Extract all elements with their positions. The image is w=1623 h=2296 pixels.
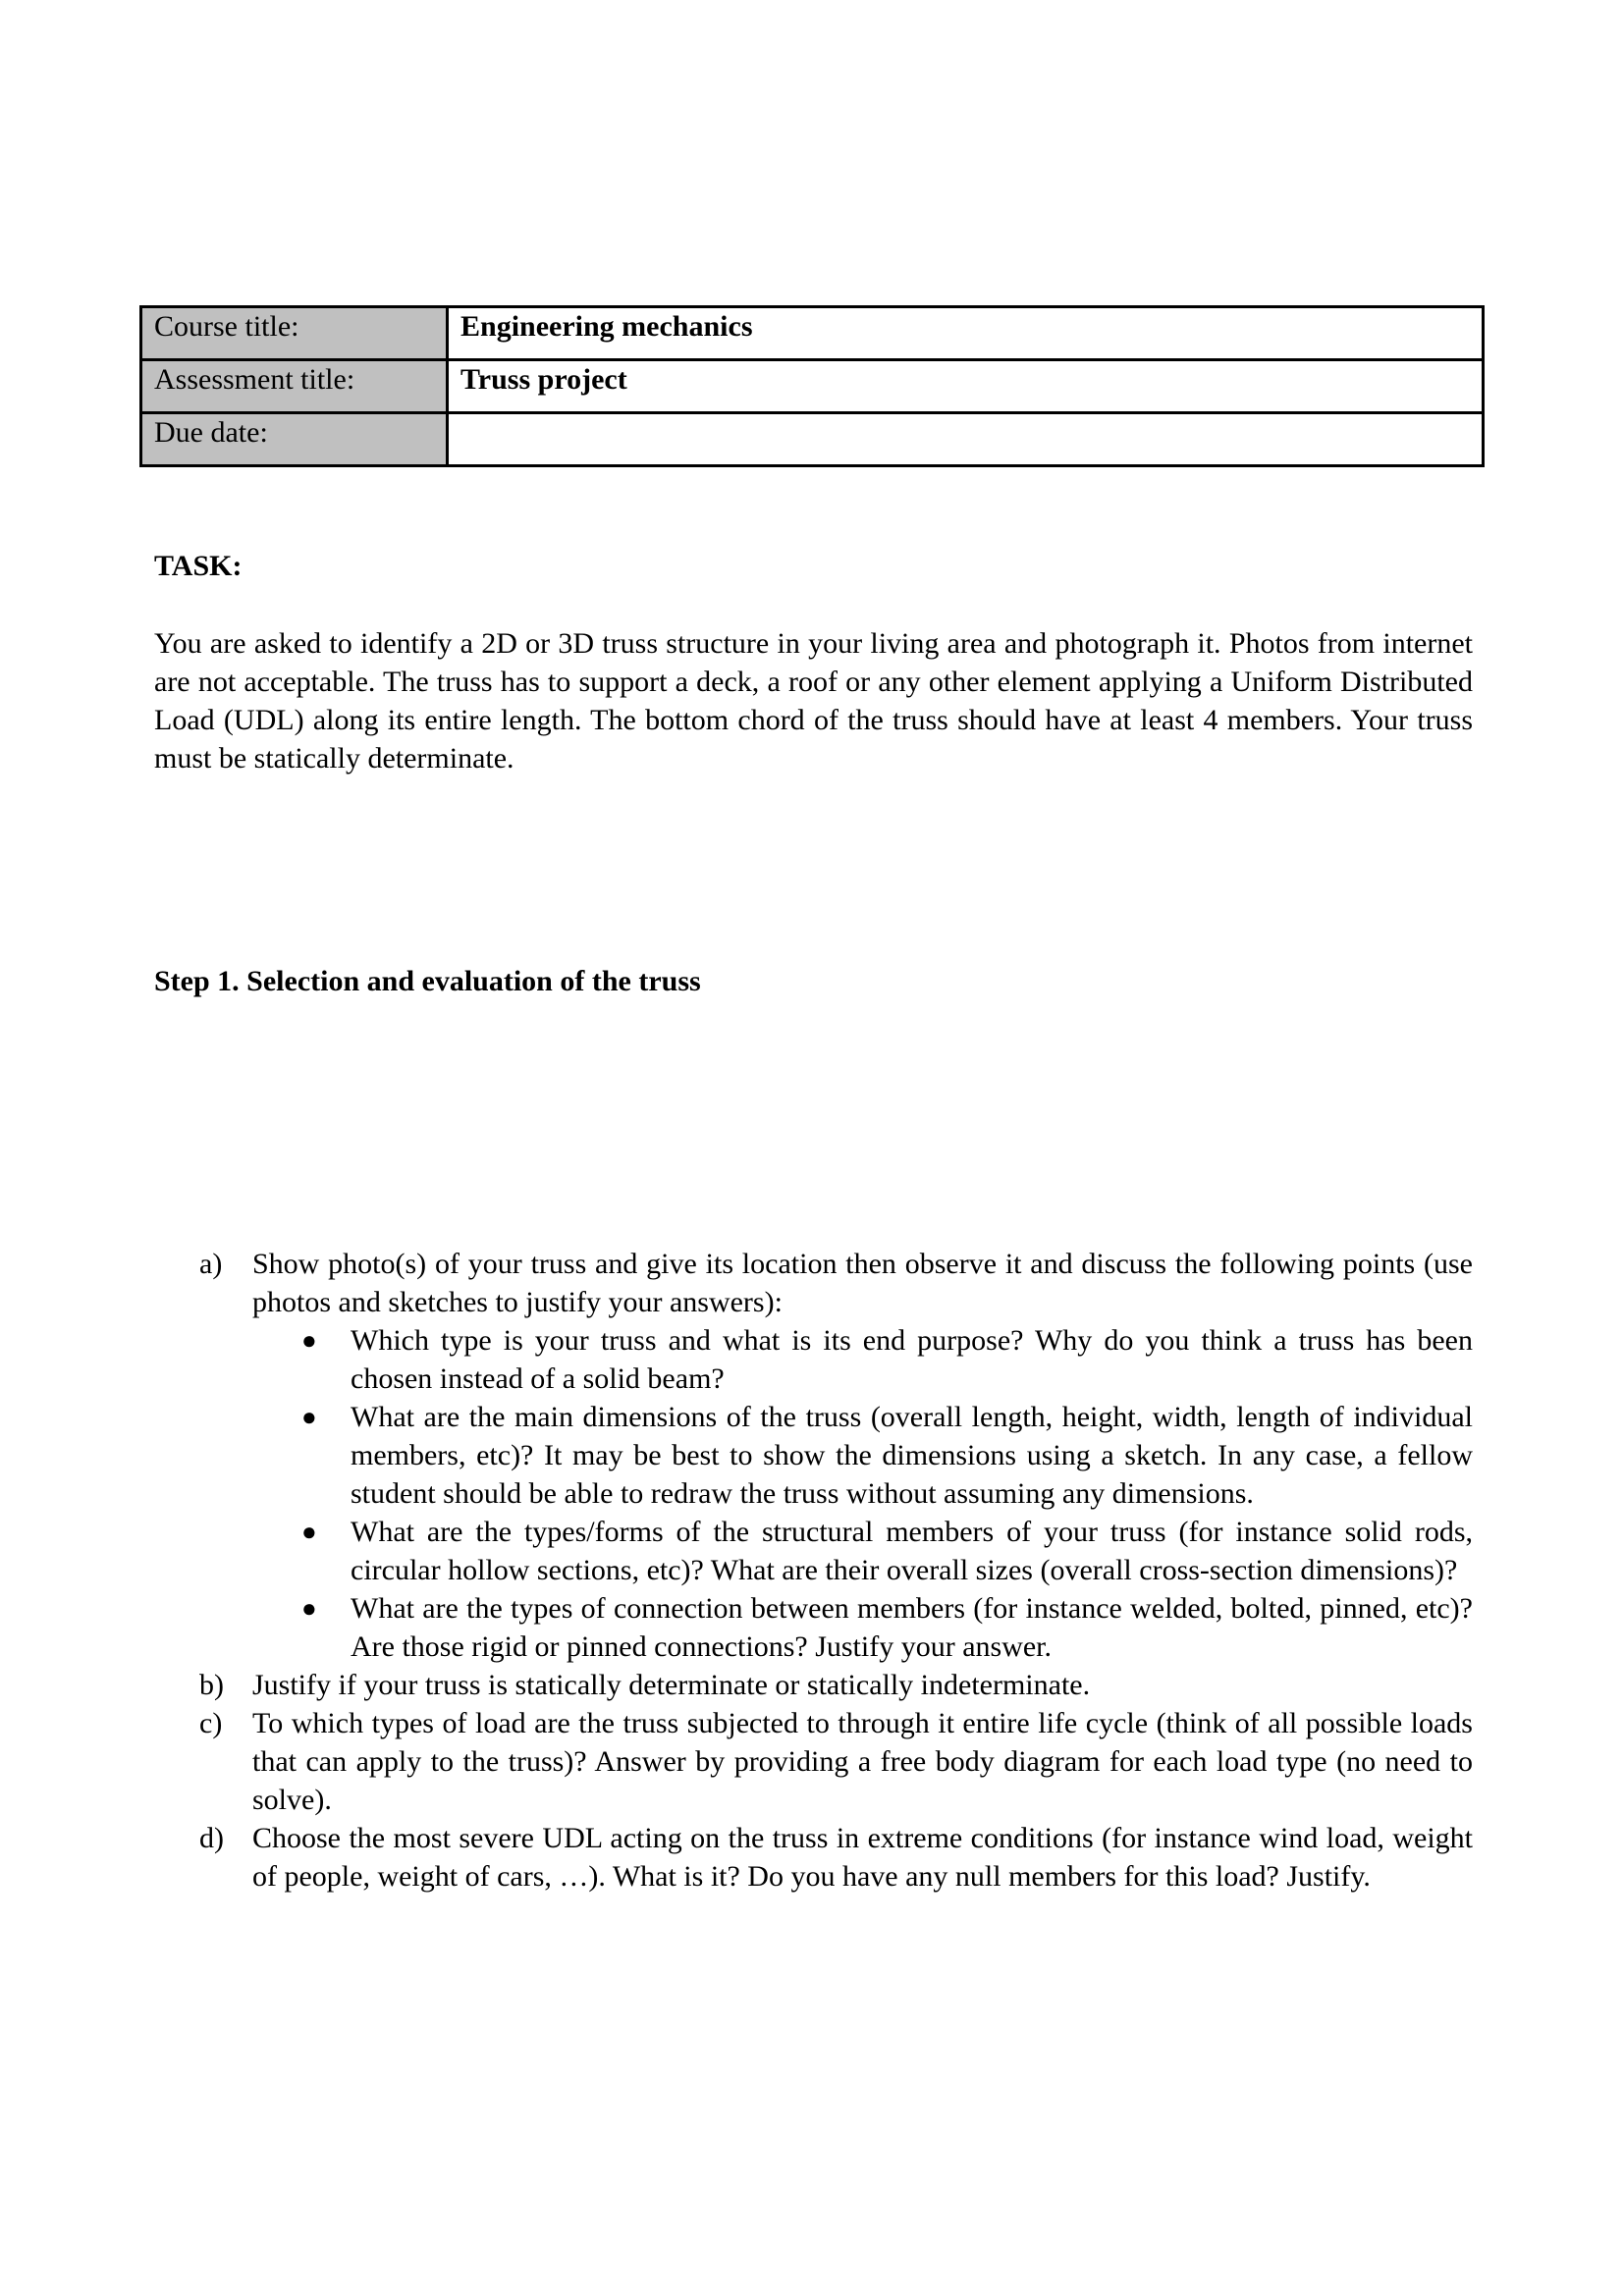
task-heading: TASK: bbox=[154, 550, 243, 582]
question-text: Choose the most severe UDL acting on the truss in extreme conditions (for instance wind load, weight of people, weight of cars, …). What is it? Do you have any null members for this load? Justify. bbox=[252, 1822, 1473, 1893]
bullet-item bbox=[252, 1513, 1473, 1589]
bullet-item bbox=[252, 1398, 1473, 1513]
course-title-value: Engineering mechanics bbox=[448, 307, 1484, 360]
table-row-course-title bbox=[141, 307, 1484, 360]
question-a bbox=[199, 1245, 1473, 1666]
table-row-due-date bbox=[141, 413, 1484, 466]
question-b bbox=[199, 1666, 1473, 1704]
question-marker: c) bbox=[199, 1707, 223, 1739]
question-text: Show photo(s) of your truss and give its location then observe it and discuss the following points (use photos and sketches to justify your answers): bbox=[252, 1248, 1473, 1318]
question-c bbox=[199, 1704, 1473, 1819]
step1-heading: Step 1. Selection and evaluation of the truss bbox=[154, 965, 701, 997]
course-title-label: Course title: bbox=[141, 307, 448, 360]
bullet-icon: ● bbox=[301, 1594, 317, 1623]
step1-question-list bbox=[199, 1245, 1473, 1896]
due-date-label: Due date: bbox=[141, 413, 448, 466]
bullet-text: What are the types/forms of the structural members of your truss (for instance solid rods, circular hollow sections, etc)? What are their overall sizes (overall cross-section dimensions)? bbox=[351, 1516, 1473, 1586]
assessment-title-value: Truss project bbox=[448, 360, 1484, 413]
bullet-item bbox=[252, 1321, 1473, 1398]
assessment-title-label: Assessment title: bbox=[141, 360, 448, 413]
question-a-bullets bbox=[252, 1321, 1473, 1666]
question-d bbox=[199, 1819, 1473, 1896]
table-row-assessment-title bbox=[141, 360, 1484, 413]
bullet-icon: ● bbox=[301, 1326, 317, 1355]
bullet-icon: ● bbox=[301, 1518, 317, 1546]
bullet-text: What are the main dimensions of the truss (overall length, height, width, length of individual members, etc)? It may be best to show the dimensions using a sketch. In any case, a fellow student should be able to redraw the truss without assuming any dimensions. bbox=[351, 1401, 1473, 1510]
question-marker: a) bbox=[199, 1248, 223, 1280]
question-marker: d) bbox=[199, 1822, 224, 1854]
due-date-value bbox=[448, 413, 1484, 466]
question-text: Justify if your truss is statically determinate or statically indeterminate. bbox=[252, 1669, 1091, 1701]
assessment-info-table bbox=[139, 305, 1485, 467]
bullet-text: What are the types of connection between members (for instance welded, bolted, pinned, etc)? Are those rigid or pinned connections? Justify your answer. bbox=[351, 1592, 1473, 1663]
bullet-text: Which type is your truss and what is its end purpose? Why do you think a truss has been chosen instead of a solid beam? bbox=[351, 1324, 1473, 1395]
bullet-icon: ● bbox=[301, 1403, 317, 1431]
bullet-item bbox=[252, 1589, 1473, 1666]
question-marker: b) bbox=[199, 1669, 224, 1701]
task-description: You are asked to identify a 2D or 3D truss structure in your living area and photograph it. Photos from internet are not acceptable. The truss has to support a deck, a roof or any other element applying a Uniform Distributed Load (UDL) along its entire length. The bottom chord of the truss should have at least 4 members. Your truss must be statically determinate. bbox=[154, 627, 1473, 774]
question-text: To which types of load are the truss subjected to through it entire life cycle (think of all possible loads that can apply to the truss)? Answer by providing a free body diagram for each load type (no need to solve). bbox=[252, 1707, 1473, 1816]
